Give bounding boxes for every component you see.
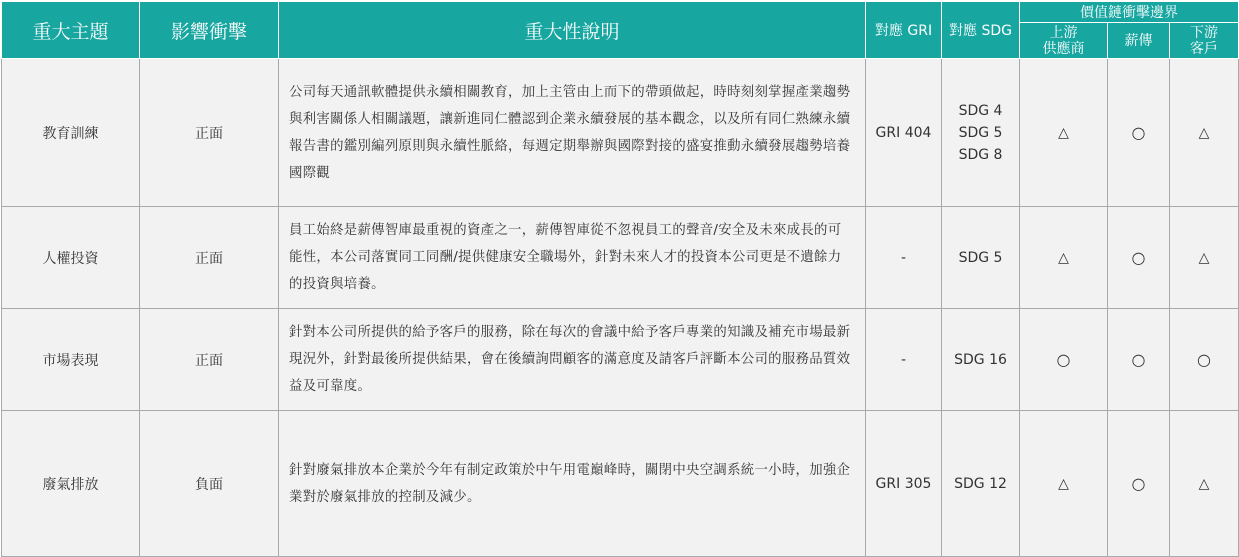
sdg-item: SDG 5 [958,249,1003,266]
company-cell: ○ [1108,309,1170,411]
impact-cell: 負面 [140,411,279,557]
description-cell: 公司每天通訊軟體提供永續相關教育，加上主管由上而下的帶頭做起，時時刻刻掌握產業趨勢與利害關係人相關議題，讓新進同仁體認到企業永續發展的基本觀念，以及所有同仁熟練永續報告書的鑑別編列原則與永續性脈絡，每週定期舉辦與國際對接的盛宴推動永續發展趨勢培養國際觀 [279,59,866,207]
description-cell: 員工始終是薪傳智庫最重視的資產之一，薪傳智庫從不忽視員工的聲音/安全及未來成長的可能性，本公司落實同工同酬/提供健康安全職場外，針對未來人才的投資本公司更是不遺餘力的投資與培養。 [279,207,866,309]
upstream-cell: △ [1020,411,1108,557]
gri-cell: - [866,207,942,309]
topic-cell: 人權投資 [2,207,140,309]
gri-cell: GRI 404 [866,59,942,207]
header-value-chain: 價值鏈衝擊邊界 [1020,2,1239,23]
table-row [2,309,1239,411]
header-downstream [1170,23,1239,59]
company-cell: ○ [1108,59,1170,207]
sdg-cell [942,59,1020,207]
upstream-cell: △ [1020,207,1108,309]
header-upstream-line1: 上游 [1049,24,1078,41]
header-upstream [1020,23,1108,59]
header-downstream-line2: 客戶 [1190,40,1218,57]
sdg-cell [942,411,1020,557]
header-gri: 對應 GRI [866,2,942,59]
header-impact: 影響衝擊 [140,2,279,59]
header-description: 重大性說明 [279,2,866,59]
company-cell: ○ [1108,207,1170,309]
company-cell: ○ [1108,411,1170,557]
sdg-cell [942,207,1020,309]
downstream-cell: △ [1170,207,1239,309]
header-topic: 重大主題 [2,2,140,59]
topic-cell: 市場表現 [2,309,140,411]
table-row [2,59,1239,207]
sdg-item: SDG 12 [954,475,1007,492]
materiality-table [1,1,1239,557]
topic-cell: 廢氣排放 [2,411,140,557]
sdg-cell [942,309,1020,411]
downstream-cell: ○ [1170,309,1239,411]
impact-cell: 正面 [140,207,279,309]
impact-cell: 正面 [140,309,279,411]
topic-cell: 教育訓練 [2,59,140,207]
impact-cell: 正面 [140,59,279,207]
header-downstream-line1: 下游 [1190,24,1218,41]
sdg-item: SDG 8 [958,146,1003,163]
table-row [2,411,1239,557]
sdg-item: SDG 16 [954,351,1007,368]
upstream-cell: △ [1020,59,1108,207]
description-cell: 針對本公司所提供的給予客戶的服務，除在每次的會議中給予客戶專業的知識及補充市場最新現況外，針對最後所提供結果，會在後續詢問顧客的滿意度及請客戶評斷本公司的服務品質效益及可靠度。 [279,309,866,411]
table-row [2,207,1239,309]
header-upstream-line2: 供應商 [1042,40,1085,57]
sdg-item: SDG 5 [958,124,1003,141]
sdg-item: SDG 4 [958,102,1003,119]
downstream-cell: △ [1170,411,1239,557]
gri-cell: - [866,309,942,411]
gri-cell: GRI 305 [866,411,942,557]
description-cell: 針對廢氣排放本企業於今年有制定政策於中午用電巔峰時，關閉中央空調系統一小時，加強企業對於廢氣排放的控制及減少。 [279,411,866,557]
header-company: 薪傳 [1108,23,1170,59]
upstream-cell: ○ [1020,309,1108,411]
header-sdg: 對應 SDG [942,2,1020,59]
downstream-cell: △ [1170,59,1239,207]
